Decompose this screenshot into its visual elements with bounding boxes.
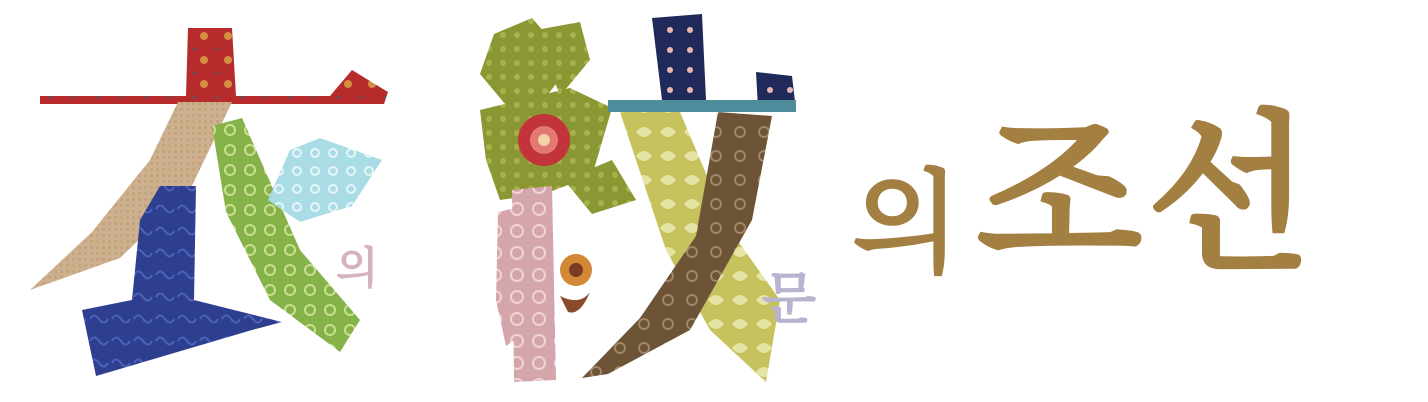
title-main: 조선 bbox=[976, 92, 1317, 295]
hanja-ui-character bbox=[0, 0, 420, 402]
hanja-mun-artwork bbox=[440, 0, 830, 402]
hanja-ui-artwork bbox=[0, 0, 420, 402]
hanja-mun-character bbox=[440, 0, 830, 402]
title-particle: 의 bbox=[852, 158, 961, 289]
title-joseon bbox=[852, 92, 1317, 295]
gloss-ui: 의 bbox=[336, 243, 379, 294]
gloss-mun: 문 bbox=[762, 267, 817, 332]
